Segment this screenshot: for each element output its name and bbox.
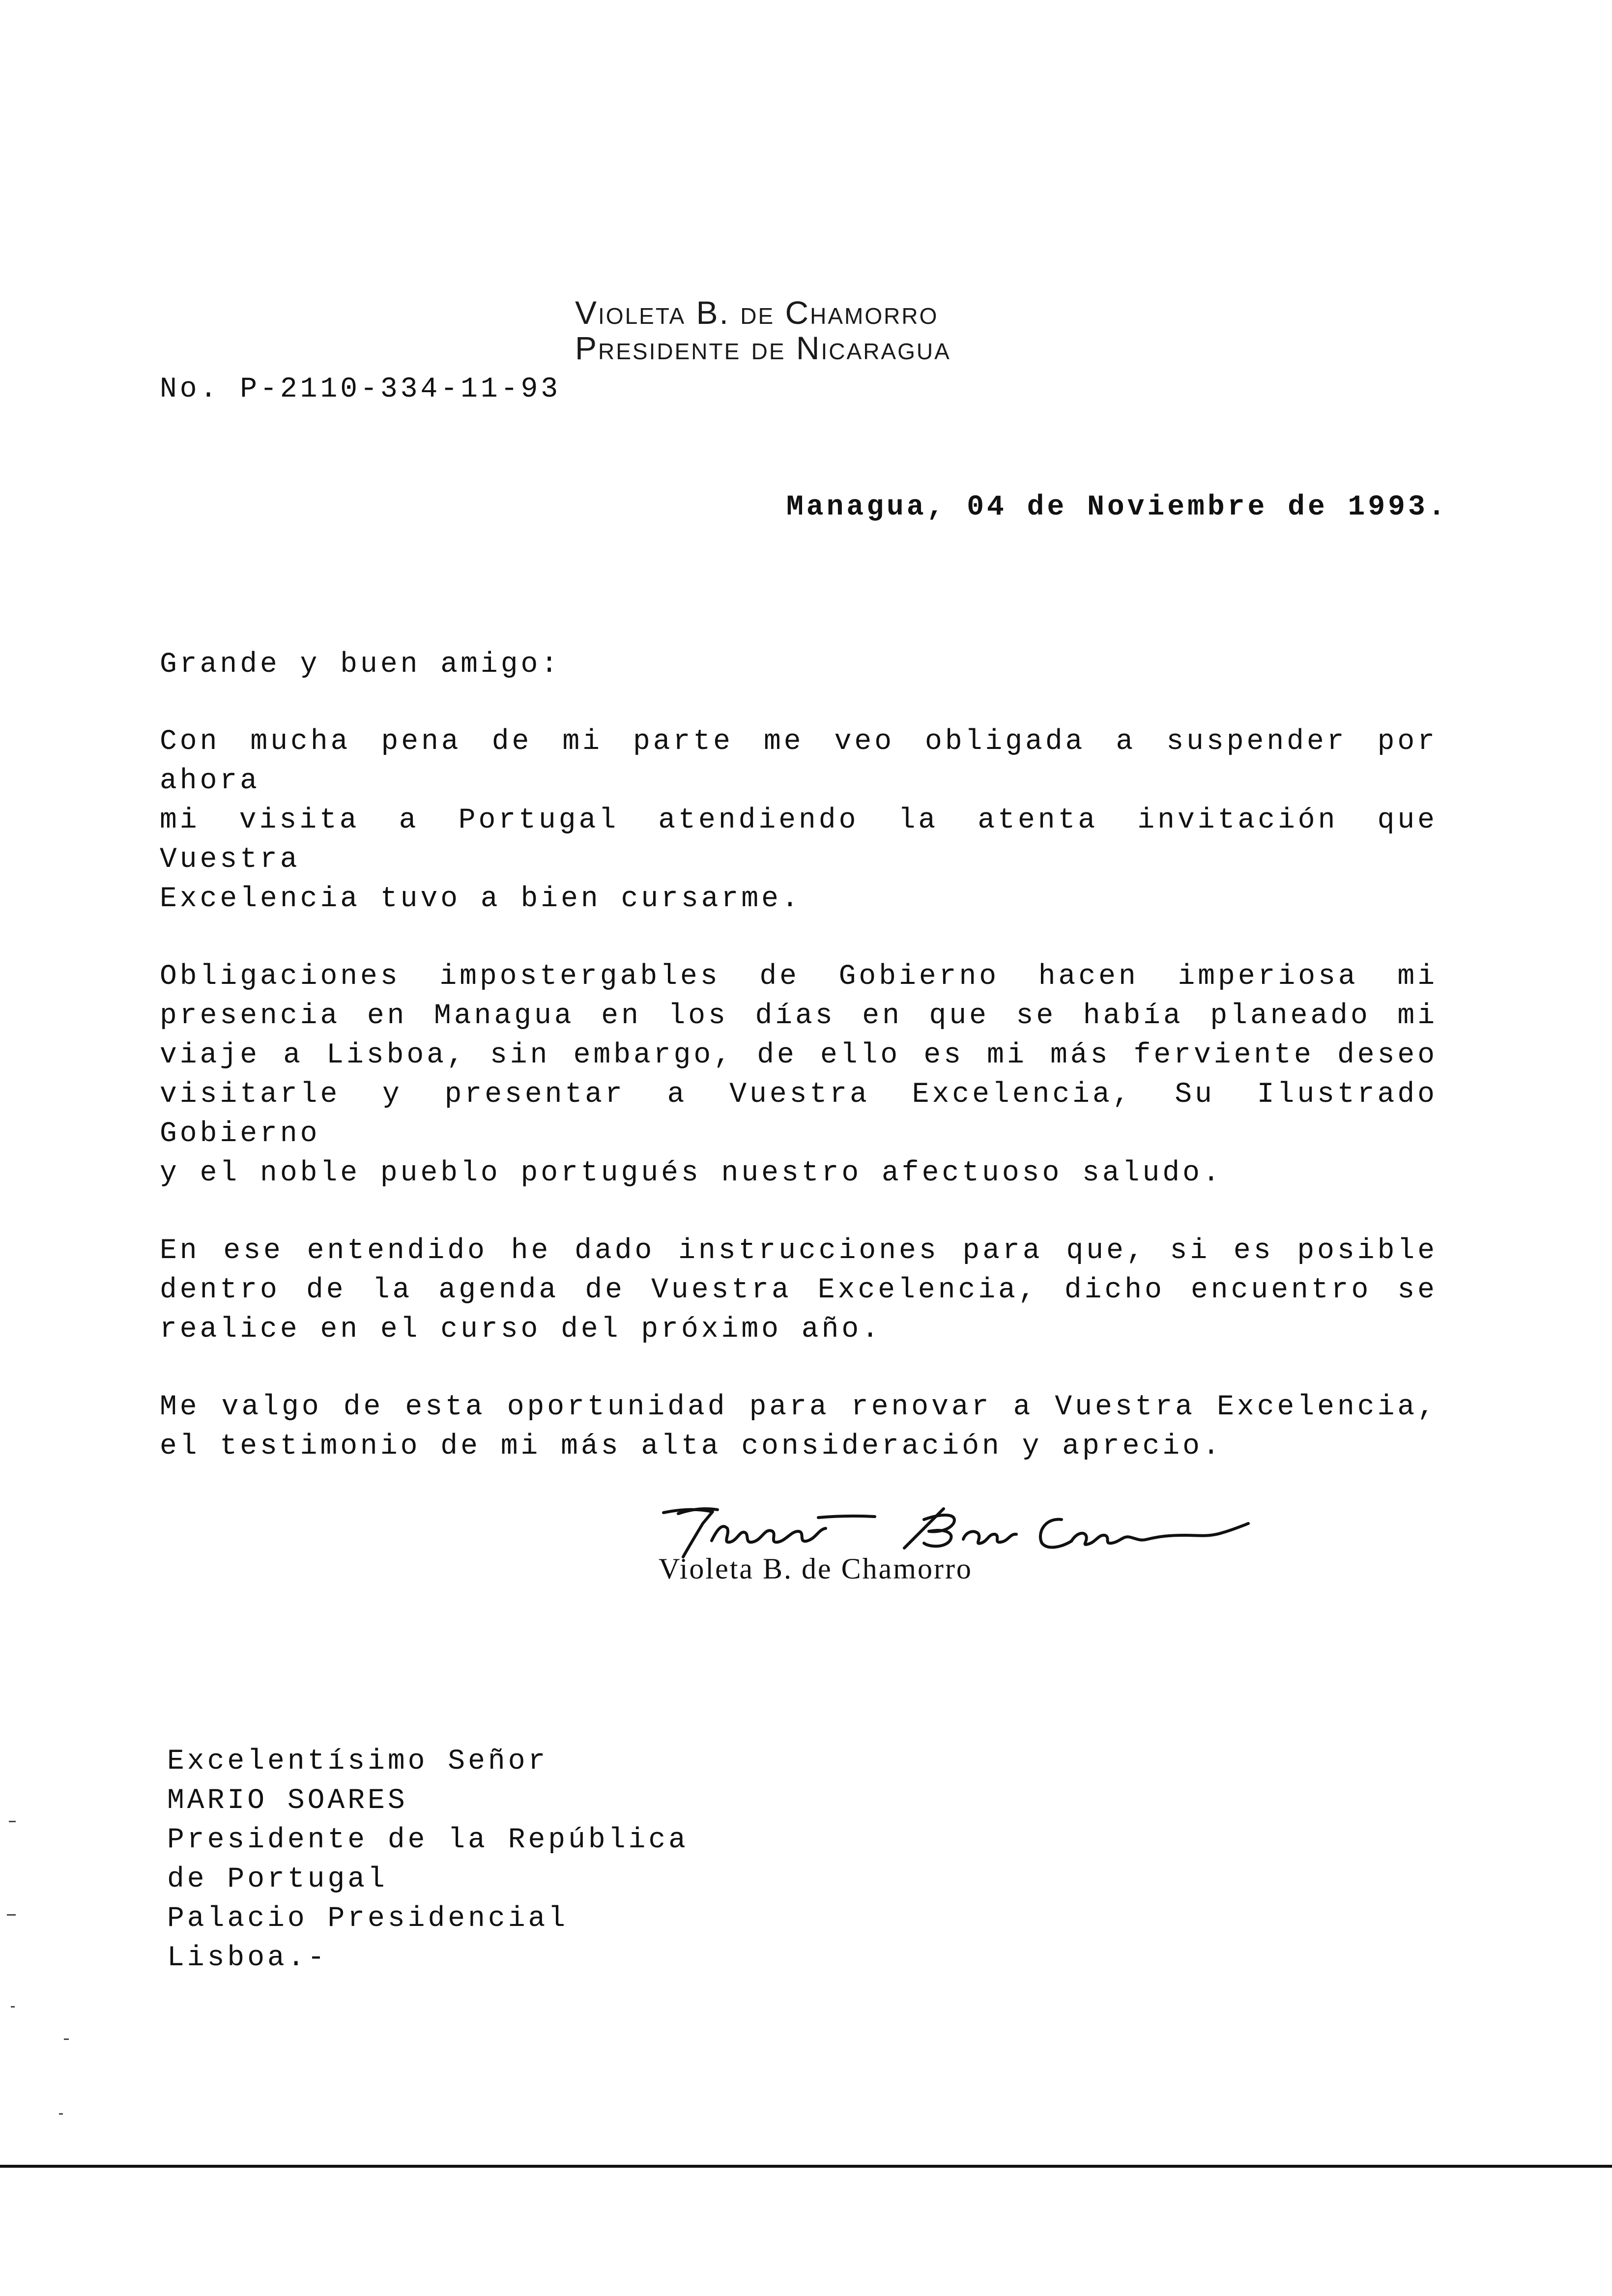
reference-number: No. P-2110-334-11-93 [160,373,561,405]
scan-mark [64,2038,69,2040]
scan-mark [59,2113,63,2115]
body-line: y el noble pueblo portugués nuestro afectuoso saludo. [160,1157,1223,1189]
paragraph-3 [160,1232,1438,1349]
salutation: Grande y buen amigo: [160,649,561,681]
letterhead-title: Presidente de Nicaragua [575,330,951,366]
body-line: Me valgo de esta oportunidad para renovar a Vuestra Excelencia, [160,1391,1438,1423]
letterhead-name: Violeta B. de Chamorro [575,294,939,331]
addressee-line: Excelentísimo Señor [167,1746,548,1778]
signer-name: Violeta B. de Chamorro [659,1552,973,1585]
addressee-line: Presidente de la República [167,1824,689,1856]
body-line: Excelencia tuvo a bien cursarme. [160,883,802,915]
date-line: Managua, 04 de Noviembre de 1993. [786,491,1448,523]
body-line: presencia en Managua en los días en que se había planeado mi [160,1000,1438,1032]
addressee-line: Palacio Presidencial [167,1903,569,1935]
body-line: el testimonio de mi más alta consideración y aprecio. [160,1431,1223,1463]
addressee-line: MARIO SOARES [167,1785,408,1817]
scan-mark [9,1821,16,1822]
body-line: viaje a Lisboa, sin embargo, de ello es mi más ferviente deseo [160,1039,1438,1071]
scan-mark [11,2006,15,2008]
signature-block [649,1494,1288,1592]
paragraph-1 [160,722,1438,919]
body-line: visitarle y presentar a Vuestra Excelencia, Su Ilustrado Gobierno [160,1079,1438,1150]
addressee-line: Lisboa.- [167,1942,328,1974]
letter-body [160,722,1438,1505]
body-line: Obligaciones impostergables de Gobierno hacen imperiosa mi [160,961,1438,993]
body-line: realice en el curso del próximo año. [160,1314,882,1346]
addressee-block [167,1742,689,1978]
body-line: En ese entendido he dado instrucciones para que, si es posible [160,1235,1438,1267]
body-line: mi visita a Portugal atendiendo la atenta invitación que Vuestra [160,804,1438,876]
body-line: Con mucha pena de mi parte me veo obligada a suspender por ahora [160,726,1438,797]
scan-mark [7,1914,16,1916]
paragraph-4 [160,1388,1438,1466]
letterhead [575,295,1116,366]
paragraph-2 [160,957,1438,1193]
addressee-line: de Portugal [167,1864,388,1895]
body-line: dentro de la agenda de Vuestra Excelencia, dicho encuentro se [160,1274,1438,1306]
bottom-rule [0,2165,1612,2168]
